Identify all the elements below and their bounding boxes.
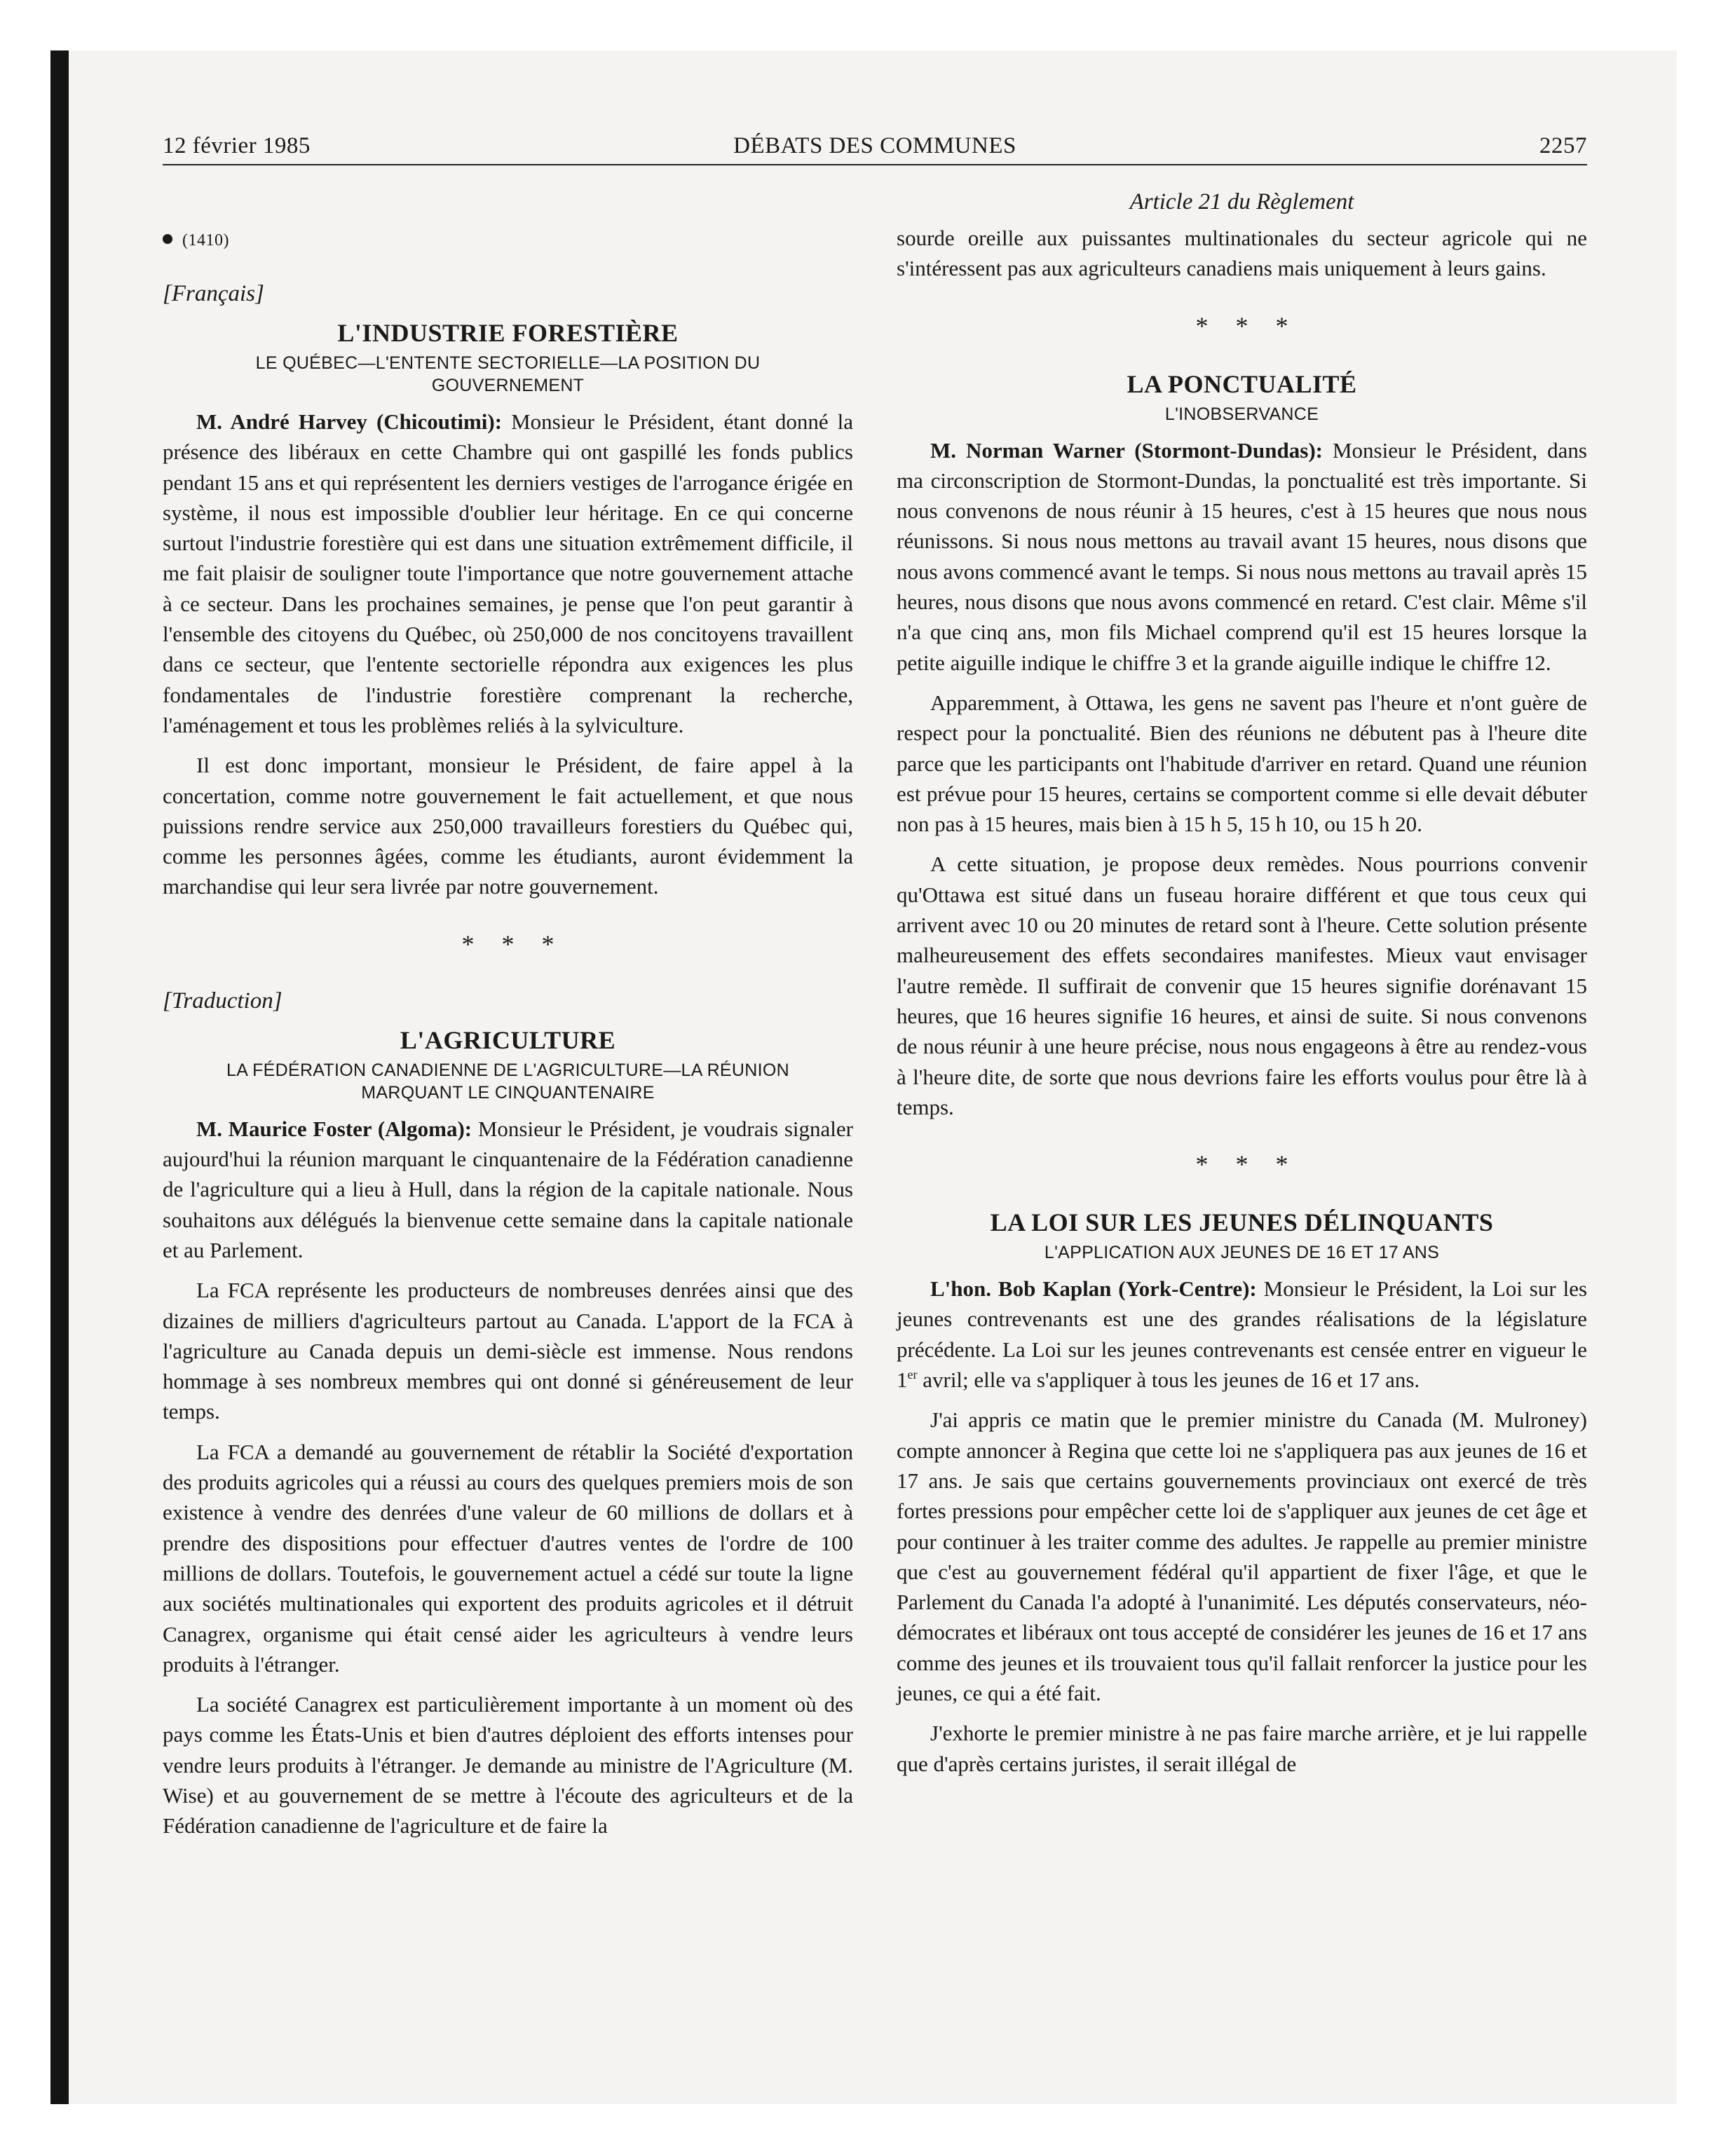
section-subheading-quebec: LE QUÉBEC—L'ENTENTE SECTORIELLE—LA POSITION DU GOUVERNEMENT <box>255 353 761 395</box>
paragraph-text: Monsieur le Président, dans ma circonscription de Stormont-Dundas, la ponctualité est très importante. Si nous convenons de nous réunir à 15 heures, c'est à 15 heures que nous nous réunissons. Si nous nous mettons au travail avant 15 heures, nous disons que nous avons commencé avant le temps. Si nous nous mettons au travail après 15 heures, nous disons que nous avons commencé en retard. C'est clair. Même s'il n'a que cinq ans, mon fils Michael comprend qu'il est 15 heures lorsque la petite aiguille indique le chiffre 3 et la grande aiguille indique le chiffre 12. <box>897 437 1587 675</box>
section-separator-stars: * * * <box>1195 1150 1288 1179</box>
section-subheading-application: L'APPLICATION AUX JEUNES DE 16 ET 17 ANS <box>1044 1243 1440 1263</box>
speaker-name: L'hon. Bob Kaplan (York-Centre): <box>930 1276 1257 1302</box>
paragraph <box>163 407 853 740</box>
header-journal-title: DÉBATS DES COMMUNES <box>733 133 1016 158</box>
section-heading-industrie-forestiere: L'INDUSTRIE FORESTIÈRE <box>337 319 679 347</box>
paragraph <box>163 1114 853 1265</box>
bullet-icon <box>163 234 172 244</box>
paragraph: La FCA a demandé au gouvernement de rétablir la Société d'exportation des produits agricoles qui a réussi au cours des quelques premiers mois de son existence à vendre des denrées d'une valeur de 60 millions de dollars et à prendre des dispositions pour effectuer d'autres ventes de l'ordre de 100 millions de dollars. Toutefois, le gouvernement actuel a cédé sur toute la ligne aux sociétés multinationales qui exportent des produits agricoles et il détruit Canagrex, organisme qui était censé aider les agriculteurs à vendre leurs produits à l'étranger. <box>163 1439 853 1677</box>
speaker-name: M. Norman Warner (Stormont-Dundas): <box>930 437 1323 463</box>
paragraph-text: Monsieur le Président, je voudrais signaler aujourd'hui la réunion marquant le cinquantenaire de la Fédération canadienne de l'agriculture qui a lieu à Hull, dans la région de la capitale nationale. Nous souhaitons aux délégués la bienvenue cette semaine dans la capitale nationale et au Parlement. <box>163 1116 853 1262</box>
speaker-name: M. André Harvey (Chicoutimi): <box>196 409 503 434</box>
right-column <box>897 189 1587 1789</box>
section-heading-ponctualite: LA PONCTUALITÉ <box>1127 369 1357 398</box>
paragraph: J'ai appris ce matin que le premier ministre du Canada (M. Mulroney) compte annoncer à Regina que cette loi ne s'appliquera pas aux jeunes de 16 et 17 ans. Je sais que certains gouvernements provinciaux ont exercé de très fortes pressions pour empêcher cette loi de s'appliquer aux jeunes de cet âge et pour continuer à les traiter comme des adultes. Je rappelle au premier ministre que c'est au gouvernement fédéral qu'il appartient de fixer l'âge, et que le Parlement du Canada l'a adopté à l'unanimité. Les députés conservateurs, néo-démocrates et libéraux ont tous accepté de considérer les jeunes de 16 et 17 ans comme des jeunes et ils trouvaient tous qu'il fallait renforcer la justice pour les jeunes, ce qui a été fait. <box>897 1407 1587 1705</box>
paragraph-text: Monsieur le Président, la Loi sur les jeunes contrevenants est une des grandes réalisations de la législature précédente. La Loi sur les jeunes contrevenants est censée entrer en vigueur le 1 <box>897 1276 1588 1393</box>
section-separator-stars: * * * <box>1195 311 1288 340</box>
header-rule <box>163 164 1587 165</box>
paragraph: Il est donc important, monsieur le Président, de faire appel à la concertation, comme notre gouvernement le fait actuellement, et que nous puissions rendre service aux 250,000 travailleurs forestiers du Québec qui, comme les personnes âgées, comme les étudiants, auront évidemment la marchandise qui leur sera livrée par notre gouvernement. <box>163 753 853 899</box>
paragraph-text: Monsieur le Président, étant donné la présence des libéraux en cette Chambre qui ont gaspillé les fonds publics pendant 15 ans et qui représentent les derniers vestiges de l'arrogance érigée en système, il nous est impossible d'oublier leur héritage. En ce qui concerne surtout l'industrie forestière qui est dans une situation extrêmement difficile, il me fait plaisir de souligner toute l'importance que notre gouvernement attache à ce secteur. Dans les prochaines semaines, je pense que l'on peut garantir à l'ensemble des citoyens du Québec, où 250,000 de nos concitoyens travaillent dans ce secteur, que l'entente sectorielle répondra aux exigences les plus fondamentales de l'industrie forestière comprenant la recherche, l'aménagement et tous les problèmes reliés à la sylviculture. <box>163 409 853 737</box>
paragraph: La FCA représente les producteurs de nombreuses denrées ainsi que des dizaines de milliers d'agriculteurs partout au Canada. L'apport de la FCA à l'agriculture au Canada depuis un demi-siècle est immense. Nous rendons hommage à ses nombreux membres qui ont donné si généreusement de leur temps. <box>163 1278 853 1424</box>
paragraph: A cette situation, je propose deux remèdes. Nous pourrions convenir qu'Ottawa est situé dans un fuseau horaire différent et que tous ceux qui arrivent avec 10 ou 20 minutes de retard sont à l'heure. Cette solution présente malheureusement des effets secondaires manifestes. Mieux vaut envisager l'autre remède. Il suffirait de convenir que 15 heures signifie dorénavant 15 heures, que 16 heures signifie 16 heures, et ainsi de suite. Si nous convenons de nous réunir à une heure précise, nous nous engageons à être au rendez-vous à l'heure dite, de sorte que nous devrions faire les efforts voulus pour être là à temps. <box>897 852 1587 1119</box>
paragraph: Apparemment, à Ottawa, les gens ne savent pas l'heure et n'ont guère de respect pour la ponctualité. Bien des réunions ne débutent pas à l'heure dite parce que les participants ont l'habitude d'arriver en retard. Quand une réunion est prévue pour 15 heures, certains se comportent comme si elle devait débuter non pas à 15 heures, mais bien à 15 h 5, 15 h 10, ou 15 h 20. <box>897 690 1587 837</box>
section-separator-stars: * * * <box>461 929 554 958</box>
superscript-er: er <box>907 1367 918 1382</box>
paragraph-text: avril; elle va s'appliquer à tous les jeunes de 16 et 17 ans. <box>917 1367 1420 1393</box>
paragraph-continuation: sourde oreille aux puissantes multinationales du secteur agricole qui ne s'intéressent pas aux agriculteurs canadiens mais uniquement à leurs gains. <box>897 226 1587 281</box>
language-tag-francais: [Français] <box>163 281 264 306</box>
running-head <box>163 132 1587 165</box>
speaker-name: M. Maurice Foster (Algoma): <box>196 1116 472 1141</box>
header-page-number: 2257 <box>1539 133 1587 158</box>
section-heading-agriculture: L'AGRICULTURE <box>400 1025 616 1054</box>
paragraph: La société Canagrex est particulièrement importante à un moment où des pays comme les États-Unis et bien d'autres déploient des efforts intenses pour vendre leurs produits à l'étranger. Je demande au ministre de l'Agriculture (M. Wise) et au gouvernement de se mettre à l'écoute des agriculteurs et de la Fédération canadienne de l'agriculture et de faire la <box>163 1692 853 1838</box>
scan-edge-shadow <box>50 50 69 2104</box>
time-stamp <box>163 230 853 251</box>
time-stamp-text: (1410) <box>182 231 229 250</box>
paragraph <box>897 435 1587 678</box>
rubric-title: Article 21 du Règlement <box>1129 189 1354 214</box>
section-subheading-inobservance: L'INOBSERVANCE <box>1164 404 1319 424</box>
header-date: 12 février 1985 <box>163 133 311 158</box>
section-subheading-federation: LA FÉDÉRATION CANADIENNE DE L'AGRICULTURE—LA RÉUNION MARQUANT LE CINQUANTENAIRE <box>226 1060 789 1103</box>
paragraph <box>897 1274 1587 1395</box>
left-column <box>163 189 853 1851</box>
section-heading-jeunes-delinquants: LA LOI SUR LES JEUNES DÉLINQUANTS <box>990 1208 1494 1237</box>
hansard-page <box>163 132 1587 2052</box>
paragraph: J'exhorte le premier ministre à ne pas faire marche arrière, et je lui rappelle que d'après certains juristes, il serait illégal de <box>897 1721 1587 1776</box>
language-tag-traduction: [Traduction] <box>163 988 283 1014</box>
